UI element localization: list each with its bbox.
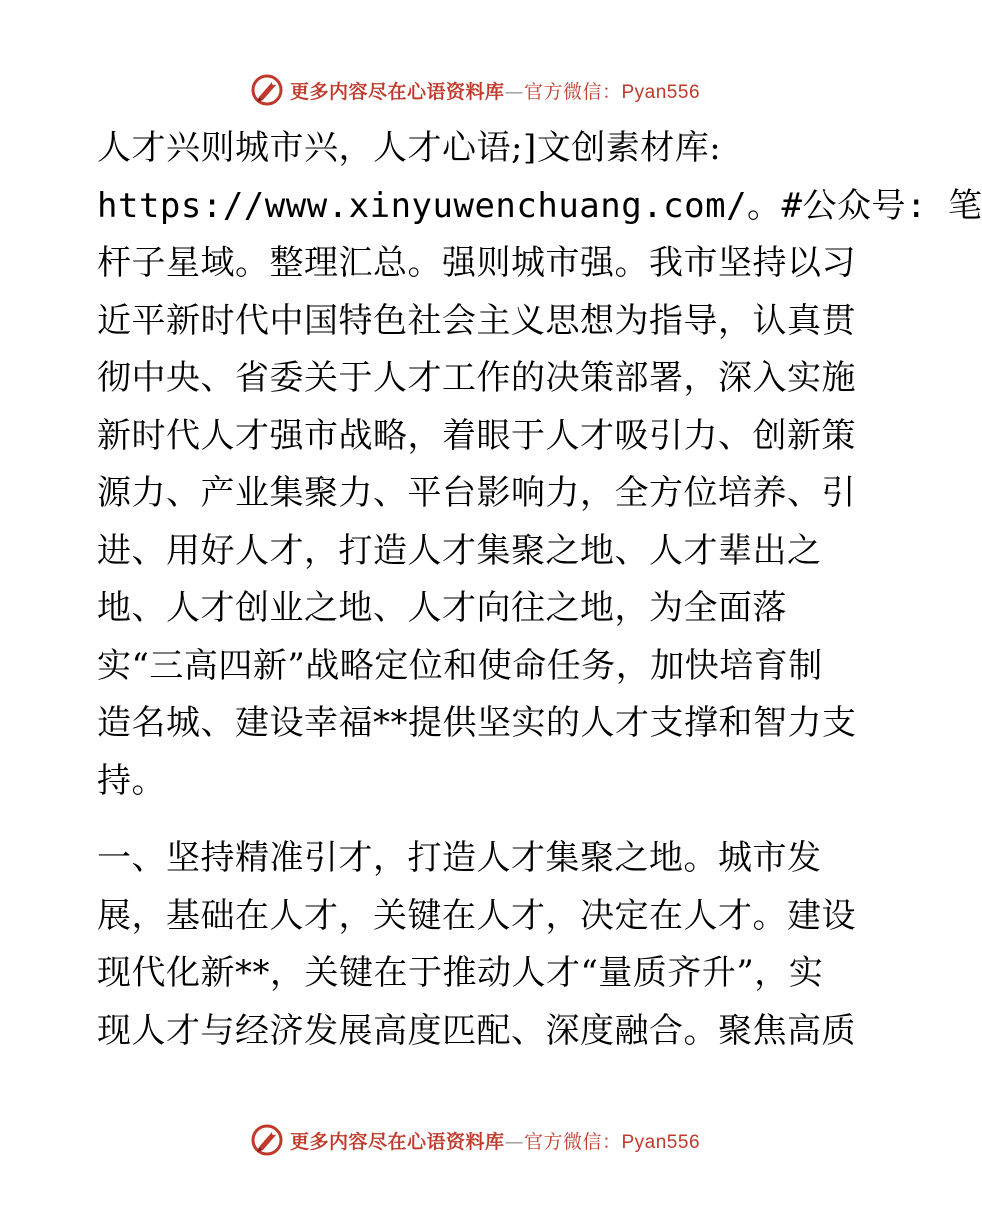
text-line: https://www.xinyuwenchuang.com/。#公众号: 笔 [97, 185, 982, 226]
text-line: 源力、产业集聚力、平台影响力，全方位培养、引 [97, 473, 856, 513]
text-line: 持。 [97, 760, 166, 801]
pen-swirl-logo-icon [250, 73, 284, 107]
watermark-brand: 更多内容尽在心语资料库 [289, 80, 505, 103]
text-line: 一、坚持精准引才，打造人才集聚之地。城市发 [97, 838, 822, 878]
text-line: 地、人才创业之地、人才向往之地，为全面落 [97, 588, 787, 628]
watermark-dash: — [504, 80, 524, 103]
paragraph [97, 830, 857, 1060]
watermark-handle: Pyan556 [621, 1131, 701, 1153]
watermark-dash: — [504, 1130, 524, 1153]
text-line: 进、用好人才，打造人才集聚之地、人才辈出之 [97, 530, 822, 571]
watermark-text [290, 77, 700, 104]
header-watermark [0, 70, 950, 110]
text-line: 现代化新**，关键在于推动人才“量质齐升”，实 [97, 953, 824, 993]
text-line: 彻中央、省委关于人才工作的决策部署，深入实施 [97, 358, 856, 398]
text-line: 造名城、建设幸福**提供坚实的人才支撑和智力支 [97, 703, 857, 743]
footer-watermark [0, 1120, 950, 1160]
text-line: 新时代人才强市战略，着眼于人才吸引力、创新策 [97, 415, 856, 456]
paragraph-gap [97, 810, 857, 830]
text-line: 人才兴则城市兴，人才心语;]文创素材库: [97, 128, 722, 168]
document-body [97, 120, 982, 1060]
watermark-brand: 更多内容尽在心语资料库 [289, 1130, 505, 1153]
text-line: 近平新时代中国特色社会主义思想为指导，认真贯 [97, 300, 856, 341]
pen-swirl-logo-icon [250, 1123, 284, 1157]
text-line: 杆子星域。整理汇总。强则城市强。我市坚持以习 [97, 243, 856, 283]
text-line: 现人才与经济发展高度匹配、深度融合。聚焦高质 [97, 1010, 856, 1051]
watermark-label: 官方微信： [523, 1130, 622, 1153]
watermark-label: 官方微信： [523, 80, 622, 103]
watermark-text [290, 1127, 700, 1154]
text-line: 实“三高四新”战略定位和使命任务，加快培育制 [97, 645, 823, 686]
paragraph [97, 120, 982, 810]
watermark-handle: Pyan556 [621, 81, 701, 103]
text-line: 展，基础在人才，关键在人才，决定在人才。建设 [97, 895, 856, 936]
